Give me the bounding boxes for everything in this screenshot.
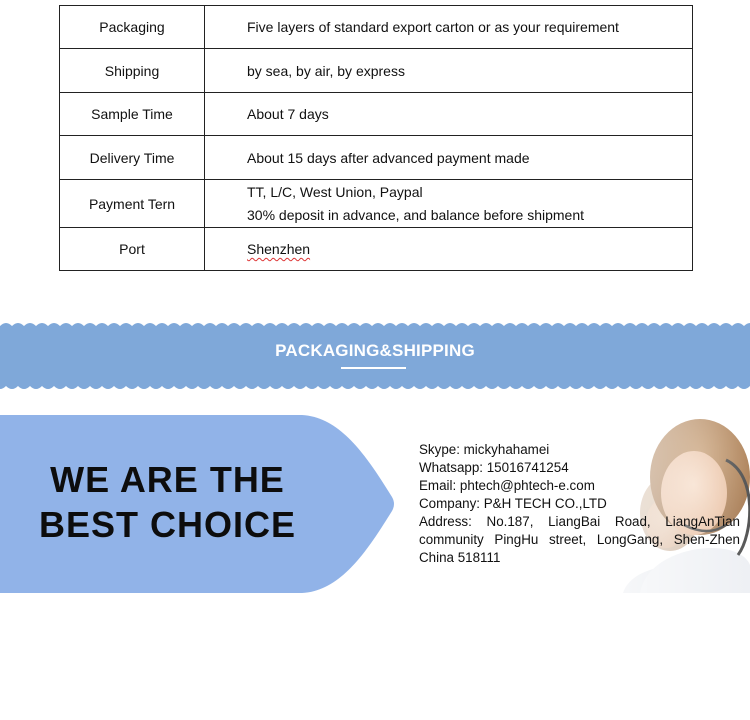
whatsapp-text: Whatsapp: 15016741254: [419, 460, 569, 475]
banner-underline: [341, 367, 406, 369]
row-label-delivery-time: Delivery Time: [60, 136, 205, 180]
contact-info: [419, 441, 740, 567]
email-text: Email: phtech@phtech-e.com: [419, 478, 595, 493]
table-row: [60, 6, 693, 49]
spec-table: [59, 5, 693, 271]
row-value-delivery-time: About 15 days after advanced payment made: [205, 136, 693, 180]
table-row: [60, 136, 693, 180]
row-value-port: [205, 228, 693, 271]
skype-text: Skype: mickyhahamei: [419, 442, 550, 457]
row-label-payment-term: Payment Tern: [60, 180, 205, 228]
row-label-sample-time: Sample Time: [60, 93, 205, 136]
banner-title: PACKAGING&SHIPPING: [275, 341, 475, 360]
slogan-line-2: BEST CHOICE: [38, 504, 297, 545]
row-label-packaging: Packaging: [60, 6, 205, 49]
table-row: [60, 228, 693, 271]
payment-term-line-2: 30% deposit in advance, and balance before shipment: [247, 207, 585, 223]
payment-term-line-1: TT, L/C, West Union, Paypal: [247, 184, 423, 200]
table-row: [60, 93, 693, 136]
company-text: Company: P&H TECH CO.,LTD: [419, 496, 607, 511]
row-label-shipping: Shipping: [60, 49, 205, 93]
section-banner: [0, 322, 750, 390]
address-text: Address: No.187, LiangBai Road, LiangAnTian community PingHu street, LongGang, Shen-Zhen China 518111: [419, 514, 740, 565]
row-value-shipping: by sea, by air, by express: [205, 49, 693, 93]
row-value-sample-time: About 7 days: [205, 93, 693, 136]
row-value-payment-term: [205, 180, 693, 228]
table-row: [60, 180, 693, 228]
row-value-packaging: Five layers of standard export carton or as your requirement: [205, 6, 693, 49]
contact-panel: [0, 415, 750, 593]
slogan: [20, 457, 315, 547]
slogan-line-1: WE ARE THE: [50, 459, 285, 500]
port-value-text: Shenzhen: [247, 241, 311, 257]
row-label-port: Port: [60, 228, 205, 271]
table-row: [60, 49, 693, 93]
